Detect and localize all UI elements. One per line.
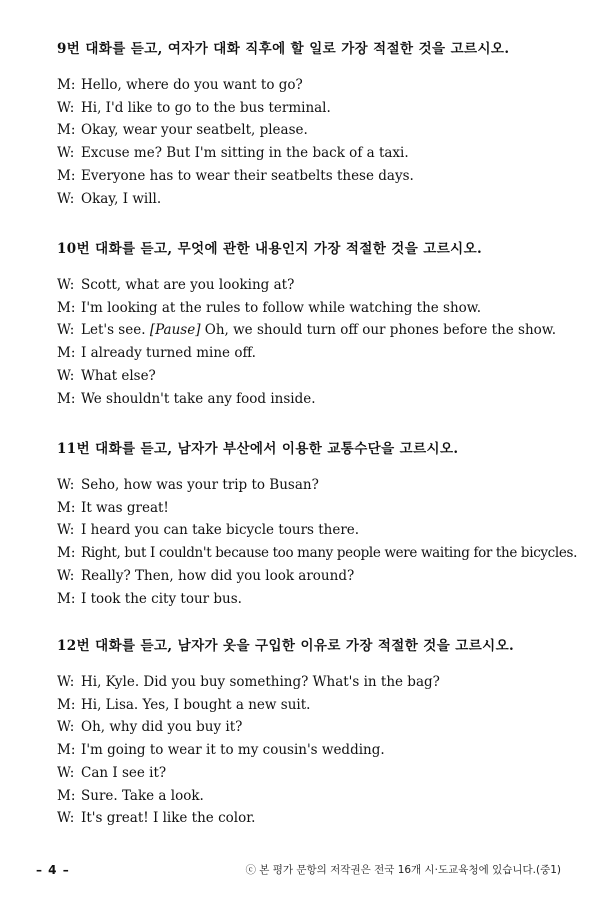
dialogue-text-after: Oh, we should turn off our phones before the show. [200, 322, 557, 339]
dialogue-line [57, 365, 575, 388]
page-footer [36, 862, 561, 877]
dialogue-line [57, 165, 575, 188]
speaker-label: W: [57, 99, 75, 116]
dialogue-line [57, 474, 575, 497]
dialogue-text: What else? [81, 367, 156, 384]
dialogue-text: I heard you can take bicycle tours there. [81, 522, 360, 539]
question-12 [57, 637, 575, 830]
dialogue-line [57, 542, 578, 565]
dialogue-line [57, 694, 575, 717]
question-title: 9번 대화를 듣고, 여자가 대화 직후에 할 일로 가장 적절한 것을 고르시오. [57, 41, 510, 57]
dialogue-line [57, 762, 575, 785]
dialogue-line [57, 274, 575, 297]
dialogue-text: Really? Then, how did you look around? [81, 567, 355, 584]
dialogue-text: Okay, wear your seatbelt, please. [81, 122, 308, 139]
dialogue-text: We shouldn't take any food inside. [81, 390, 316, 407]
speaker-label: W: [57, 190, 75, 207]
dialogue-text: Hi, Lisa. Yes, I bought a new suit. [81, 696, 311, 713]
speaker-label: M: [57, 696, 76, 713]
speaker-label: W: [57, 477, 75, 493]
speaker-label: M: [57, 787, 76, 804]
speaker-label: W: [57, 522, 75, 539]
dialogue-line [57, 497, 575, 520]
page-number: – 4 – [36, 862, 70, 877]
dialogue-text: Hello, where do you want to go? [81, 77, 303, 93]
dialogue-text: Hi, I'd like to go to the bus terminal. [81, 99, 331, 116]
dialogue-text: Seho, how was your trip to Busan? [81, 477, 319, 493]
question-9 [57, 40, 575, 210]
dialogue-line [57, 588, 575, 611]
dialogue-text: Oh, why did you buy it? [81, 719, 243, 736]
dialogue-line [57, 319, 575, 342]
dialogue-line [57, 297, 575, 320]
dialogue-line [57, 739, 575, 762]
dialogue-line [57, 671, 575, 694]
dialogue-line [57, 807, 575, 830]
dialogue-line [57, 119, 575, 142]
speaker-label: W: [57, 674, 75, 690]
stage-direction: [Pause] [149, 322, 201, 339]
speaker-label: M: [57, 390, 76, 407]
dialogue-line [57, 97, 575, 120]
speaker-label: M: [57, 122, 76, 139]
dialogue-line [57, 565, 575, 588]
dialogue-text: Okay, I will. [81, 190, 162, 207]
dialogue-line [57, 388, 575, 411]
copyright-notice: ⓒ 본 평가 문항의 저작권은 전국 16개 시·도교육청에 있습니다.(중1) [245, 864, 561, 876]
speaker-label: W: [57, 764, 75, 781]
dialogue-text: Right, but I couldn't because too many people were waiting for the bicycles. [81, 545, 578, 562]
speaker-label: W: [57, 719, 75, 736]
dialogue-text: Can I see it? [81, 764, 167, 781]
dialogue-line [57, 342, 575, 365]
dialogue-text: Scott, what are you looking at? [81, 277, 295, 293]
speaker-label: W: [57, 567, 75, 584]
speaker-label: M: [57, 545, 76, 562]
question-title: 11번 대화를 듣고, 남자가 부산에서 이용한 교통수단을 고르시오. [57, 441, 459, 457]
dialogue-text: I'm going to wear it to my cousin's wedding. [81, 742, 385, 759]
speaker-label: M: [57, 345, 76, 362]
question-10 [57, 240, 575, 410]
dialogue-text: Hi, Kyle. Did you buy something? What's in the bag? [81, 674, 440, 690]
dialogue-line [57, 716, 575, 739]
dialogue-text: Excuse me? But I'm sitting in the back of a taxi. [81, 145, 409, 162]
dialogue-text: It's great! I like the color. [81, 810, 256, 827]
dialogue-text [81, 319, 556, 342]
question-11 [57, 440, 578, 610]
speaker-label: W: [57, 367, 75, 384]
speaker-label: W: [57, 277, 75, 293]
speaker-label: M: [57, 77, 76, 93]
dialogue-text: I'm looking at the rules to follow while watching the show. [81, 299, 482, 316]
speaker-label: W: [57, 145, 75, 162]
speaker-label: W: [57, 810, 75, 827]
dialogue-text: Sure. Take a look. [81, 787, 204, 804]
dialogue-line [57, 785, 575, 808]
speaker-label: M: [57, 299, 76, 316]
dialogue-text: It was great! [81, 499, 169, 516]
dialogue-line [57, 519, 575, 542]
dialogue-line [57, 74, 575, 97]
dialogue-text: Everyone has to wear their seatbelts these days. [81, 167, 414, 184]
speaker-label: M: [57, 590, 76, 607]
question-title: 12번 대화를 듣고, 남자가 옷을 구입한 이유로 가장 적절한 것을 고르시오. [57, 638, 515, 654]
speaker-label: W: [57, 322, 75, 339]
dialogue-text: I took the city tour bus. [81, 590, 242, 607]
question-title: 10번 대화를 듣고, 무엇에 관한 내용인지 가장 적절한 것을 고르시오. [57, 241, 483, 257]
dialogue-line [57, 188, 575, 211]
speaker-label: M: [57, 167, 76, 184]
dialogue-line [57, 142, 575, 165]
dialogue-text: I already turned mine off. [81, 345, 256, 362]
dialogue-text-before: Let's see. [81, 322, 150, 339]
speaker-label: M: [57, 742, 76, 759]
speaker-label: M: [57, 499, 76, 516]
